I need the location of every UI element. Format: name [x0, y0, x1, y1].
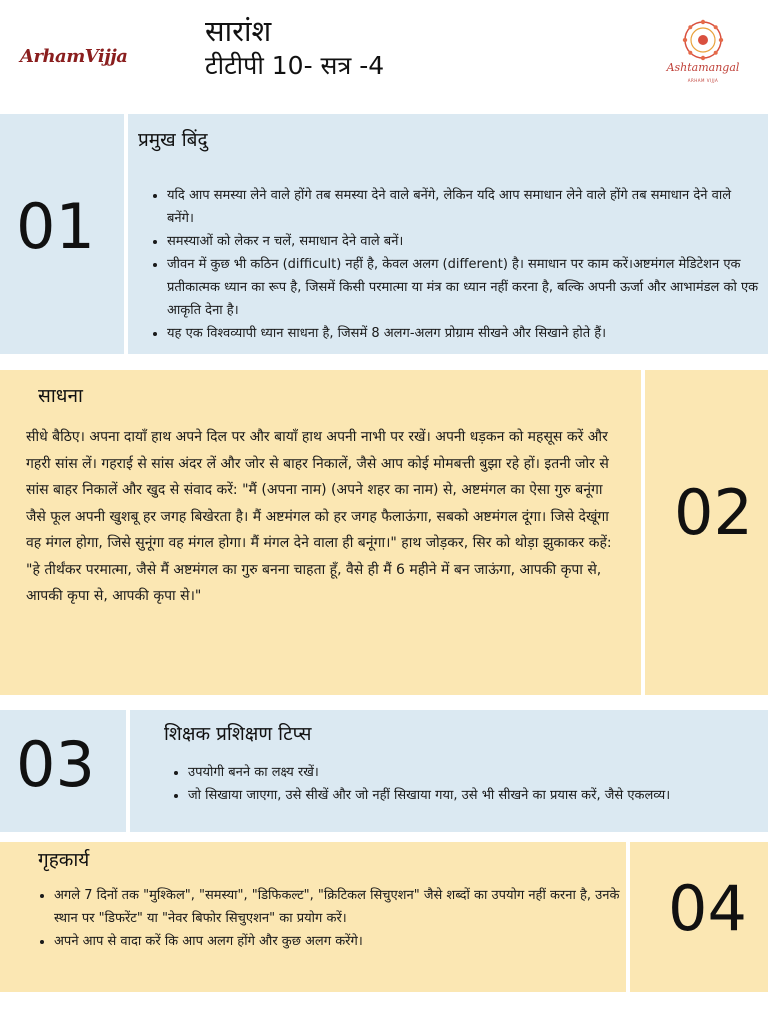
list-item: • जीवन में कुछ भी कठिन (difficult) नहीं है, केवल अलग (different) है। समाधान पर काम करें।अष्टमंगल मेडिटेशन एक प्रतीकात्मक ध्यान का रूप है, जिसमें किसी परमात्मा या मंत्र का ध्यान नहीं करना है, बल्कि अपनी ऊर्जा और आभामंडल को एक आकृति देना है। [167, 253, 759, 322]
list-item: • अगले 7 दिनों तक "मुश्किल", "समस्या", "डिफिकल्ट", "क्रिटिकल सिचुएशन" जैसे शब्दों का उपयोग नहीं करना है, उनके स्थान पर "डिफरेंट" या "नेवर बिफोर सिचुएशन" का प्रयोग करें। [54, 884, 622, 930]
list-item: • अपने आप से वादा करें कि आप अलग होंगे और कुछ अलग करेंगे। [54, 930, 622, 953]
arhamvijja-logo [20, 46, 127, 67]
section-02-number: 02 [674, 476, 753, 549]
section-04-divider [626, 842, 630, 992]
section-01-number: 01 [16, 190, 95, 263]
section-04-number: 04 [668, 872, 747, 945]
list-item: • जो सिखाया जाएगा, उसे सीखें और जो नहीं सिखाया गया, उसे भी सीखने का प्रयास करें, जैसे एकलव्य। [188, 784, 764, 807]
section-01-bullets [149, 184, 759, 345]
section-02-paragraph: सीधे बैठिए। अपना दायाँ हाथ अपने दिल पर और बायाँ हाथ अपनी नाभी पर रखें। अपनी धड़कन को महसूस करें और गहरी सांस लें। गहराई से सांस अंदर लें और जोर से बाहर निकालें, जैसे आप कोई मोमबत्ती बुझा रहे हों। इतनी जोर से सांस बाहर निकालें और खुद से संवाद करें: "मैं (अपना नाम) (अपने शहर का नाम) से, अष्टमंगल का ऐसा गुरु बनूंगा जैसे फूल अपनी खुशबू हर जगह बिखेरता है। मैं अष्टमंगल को हर जगह फैलाऊंगा, सबको अष्टमंगल दूंगा। जिसे देखूंगा वह मंगल होगा, जिसे सुनूंगा वह मंगल होगा। मैं मंगल देने वाला ही बनूंगा।" हाथ जोड़कर, सिर को थोड़ा झुकाकर कहें: "हे तीर्थंकर परमात्मा, जैसे मैं अष्टमंगल का गुरु बनना चाहता हूँ, वैसे ही मैं 6 महीने में बन जाऊंगा, आपकी कृपा से, आपकी कृपा से, आपकी कृपा से।" [26, 429, 612, 604]
section-04-heading: गृहकार्य [38, 849, 90, 871]
section-02-heading: साधना [38, 385, 83, 407]
list-item: • उपयोगी बनने का लक्ष्य रखें। [188, 761, 764, 784]
section-03-heading: शिक्षक प्रशिक्षण टिप्स [164, 723, 312, 745]
section-03-bullets [170, 761, 764, 807]
section-01-divider [124, 114, 128, 354]
page-header [0, 0, 768, 110]
list-item: • समस्याओं को लेकर न चलें, समाधान देने वाले बनें। [167, 230, 759, 253]
ashtamangal-logo-text: Ashtamangal [666, 61, 740, 74]
page-subtitle: टीटीपी 10- सत्र -4 [205, 51, 385, 80]
section-01-heading: प्रमुख बिंदु [138, 129, 208, 151]
list-item: • यदि आप समस्या लेने वाले होंगे तब समस्या देने वाले बनेंगे, लेकिन यदि आप समाधान लेने वाले होंगे तब समाधान देने वाले बनेंगे। [167, 184, 759, 230]
page-title: सारांश [205, 14, 272, 48]
mandala-icon [665, 18, 741, 62]
section-02-divider [641, 370, 645, 695]
logo-text: ArhamVijja [20, 46, 128, 67]
section-04-bullets [36, 884, 622, 953]
ashtamangal-logo-subtext: ARHAM VIJJA [687, 78, 719, 83]
section-03-divider [126, 710, 130, 832]
section-03-number: 03 [16, 728, 95, 801]
list-item: • यह एक विश्वव्यापी ध्यान साधना है, जिसमें 8 अलग-अलग प्रोग्राम सीखने और सिखाने होते हैं। [167, 322, 759, 345]
ashtamangal-logo [665, 18, 741, 90]
